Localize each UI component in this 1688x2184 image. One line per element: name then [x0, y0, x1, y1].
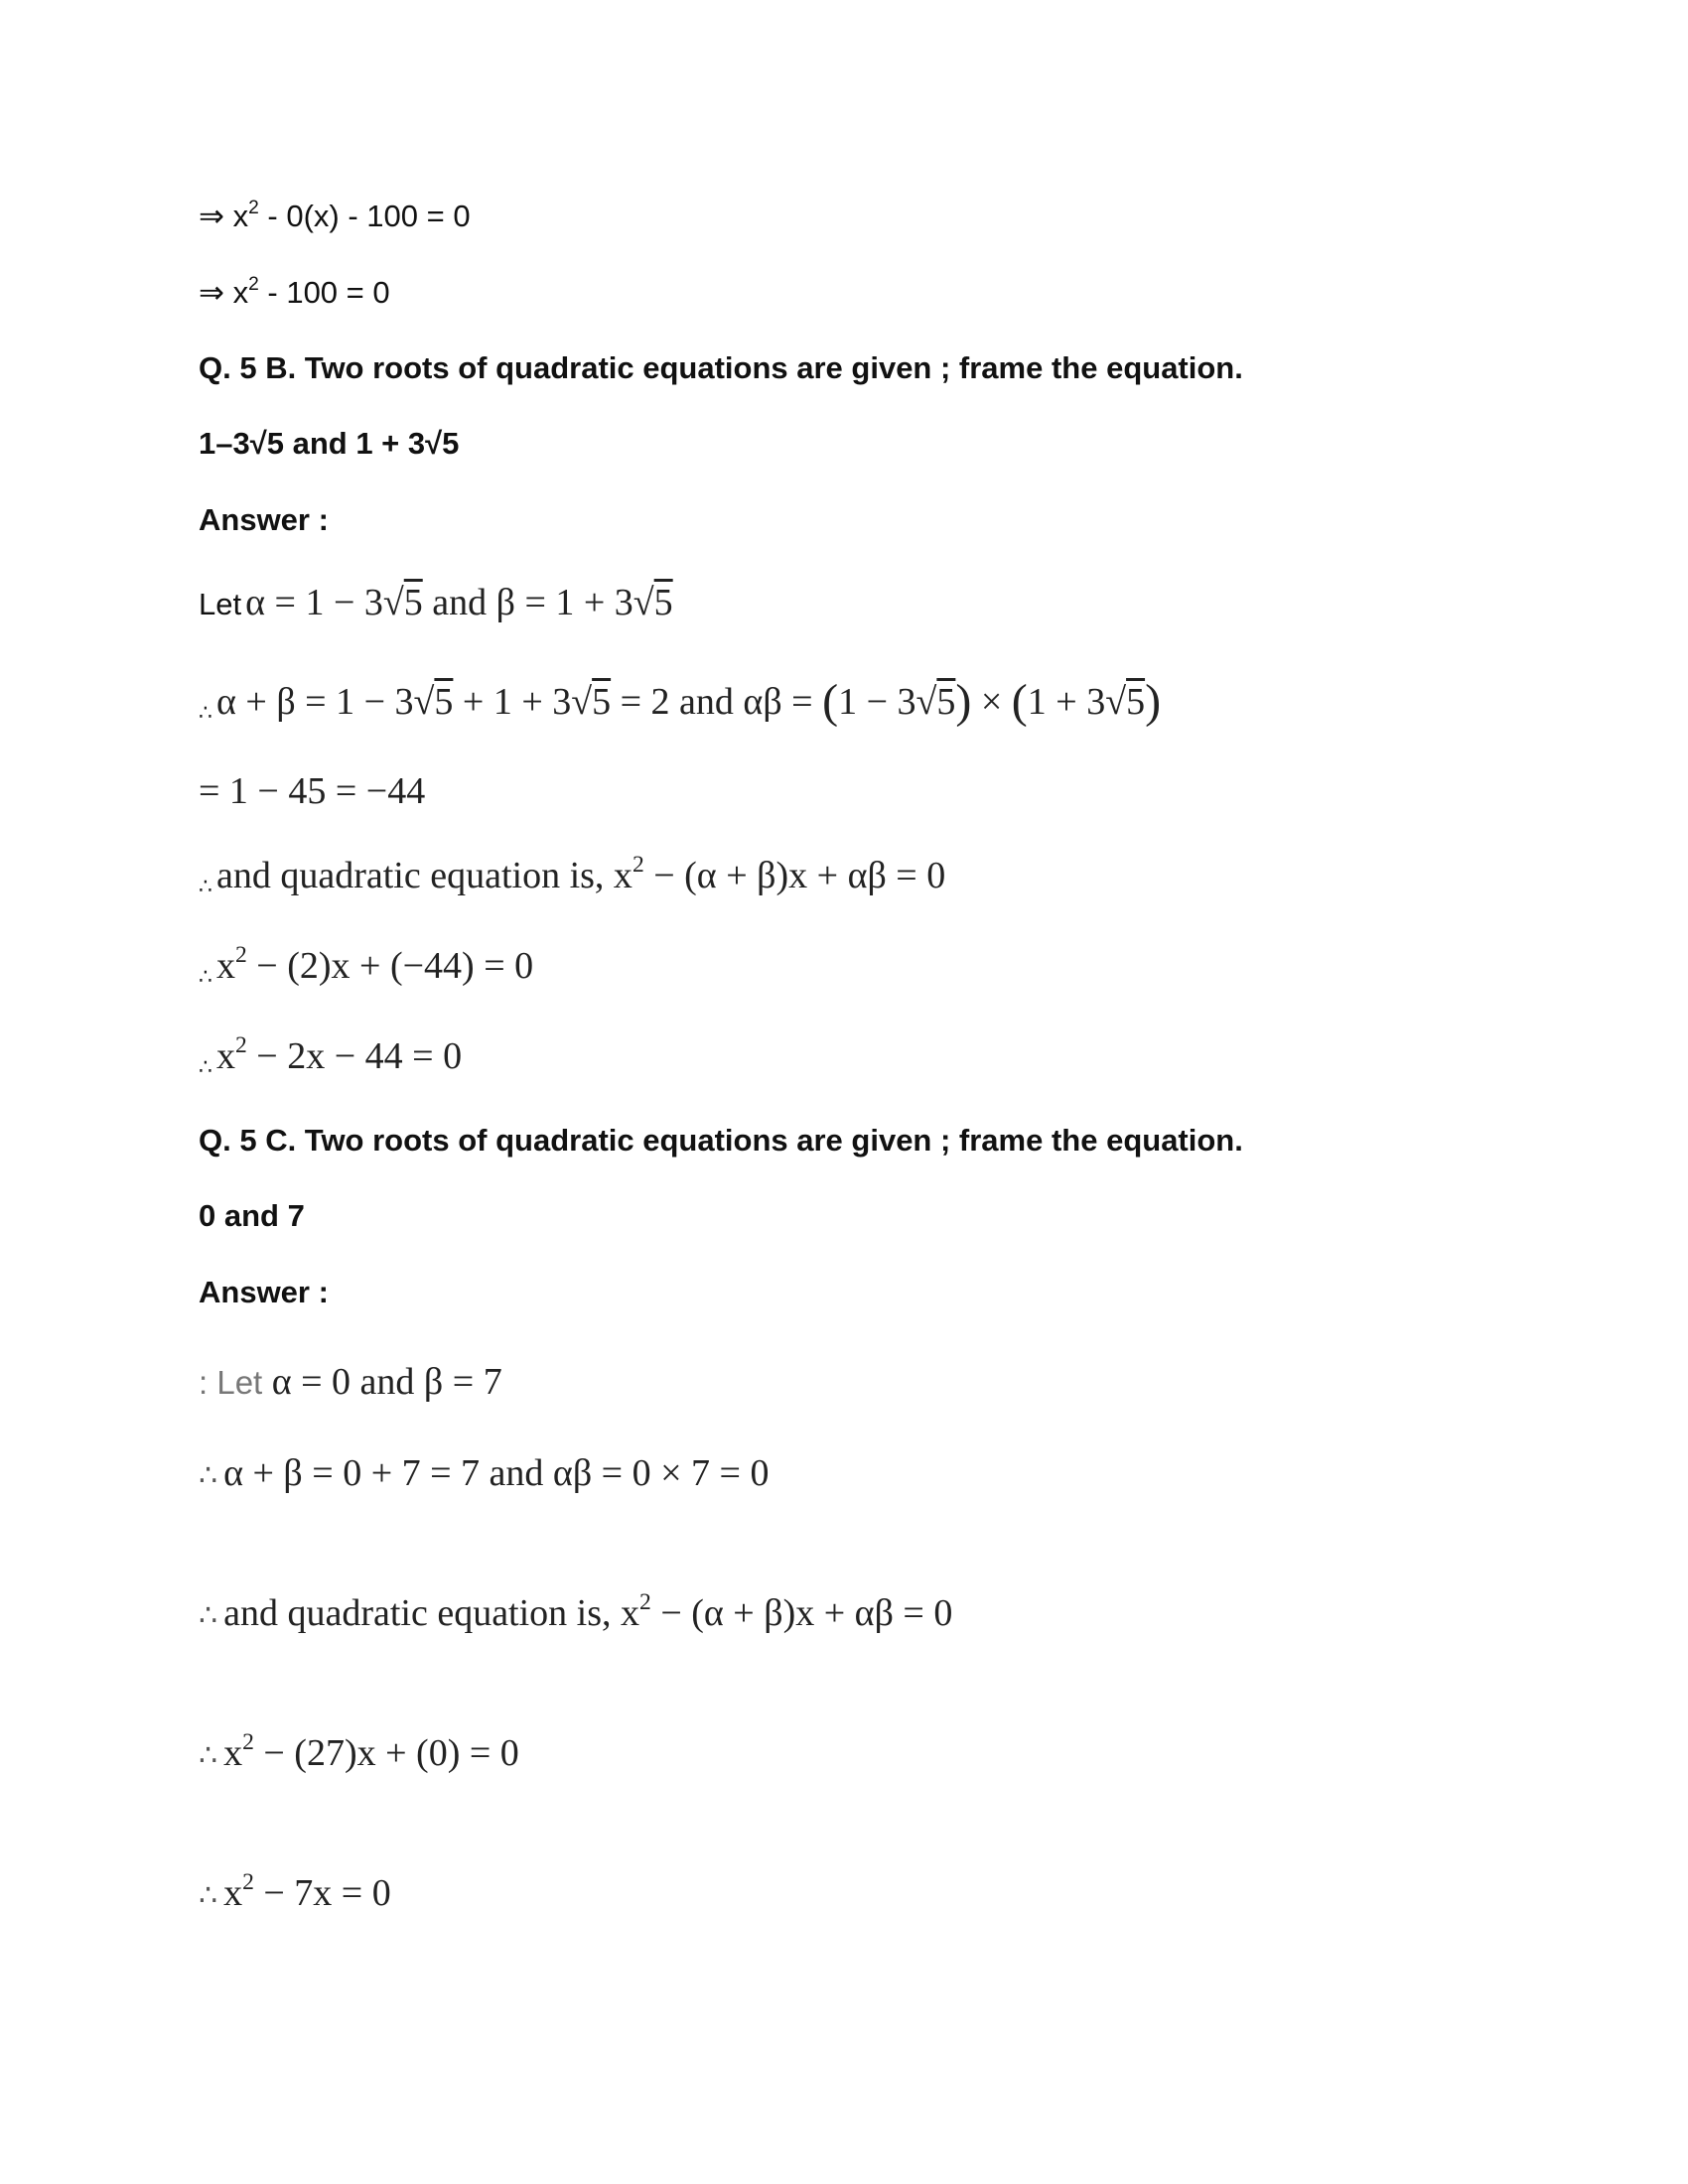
q5b-sum-product-line: ∴ α + β = 1 − 3√5 + 1 + 3√5 = 2 and αβ = (1 − 3√5) × (1 + 3√5): [199, 675, 1162, 728]
q5b-let-line: Let α = 1 − 3√5 and β = 1 + 3√5: [199, 582, 673, 623]
q5c-sum-product-line: ∴ α + β = 0 + 7 = 7 and αβ = 0 × 7 = 0: [199, 1452, 770, 1494]
q5c-general-equation: ∴ and quadratic equation is, $x^2 - (\alpha + \beta)x + \alpha\beta = 0$: [199, 1589, 953, 1634]
therefore-symbol: ∴: [199, 1738, 218, 1773]
therefore-symbol: ∴: [199, 1055, 212, 1080]
q5c-question: Q. 5 C. Two roots of quadratic equations are given ; frame the equation.: [199, 1123, 1243, 1158]
q5c-answer-heading: Answer :: [199, 1275, 329, 1309]
q5c-final-equation: ∴ $x^2 - 7x = 0$: [199, 1869, 391, 1914]
q5c-substituted-equation: ∴ $x^2 - (27)x + (0) = 0$: [199, 1729, 519, 1774]
q5b-product-result: = 1 − 45 = −44: [199, 770, 426, 812]
step-line-2: ⇒ $x^2 - 100 = 0$: [199, 273, 390, 310]
therefore-symbol: ∴: [199, 701, 212, 726]
therefore-symbol: ∴: [199, 965, 212, 990]
q5b-answer-heading: Answer :: [199, 502, 329, 537]
q5b-roots: 1–3√5 and 1 + 3√5: [199, 426, 460, 461]
q5c-let-line: : Let α = 0 and β = 7: [199, 1361, 502, 1403]
therefore-symbol: ∴: [199, 1598, 218, 1633]
therefore-symbol: ∴: [199, 875, 212, 899]
q5b-substituted-equation: ∴ $x^2 - (2)x + (-44) = 0$: [199, 942, 534, 990]
q5b-general-equation: ∴ and quadratic equation is, $x^2 - (\alpha + \beta)x + \alpha\beta = 0$: [199, 852, 946, 899]
step-line-1: ⇒ $x^2 - 0(x) - 100 = 0$: [199, 197, 471, 233]
q5c-roots: 0 and 7: [199, 1198, 305, 1233]
q5b-final-equation: ∴ $x^2 - 2x - 44 = 0$: [199, 1032, 463, 1080]
therefore-symbol: ∴: [199, 1878, 218, 1913]
q5b-question: Q. 5 B. Two roots of quadratic equations are given ; frame the equation.: [199, 350, 1243, 385]
therefore-symbol: ∴: [199, 1458, 218, 1493]
